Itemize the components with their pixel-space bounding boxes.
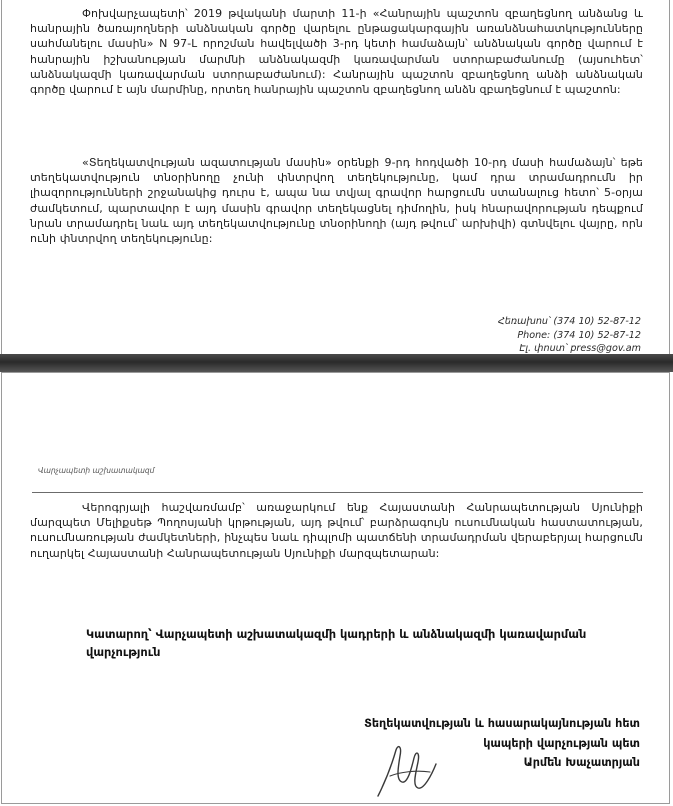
contact-phone-hy: Հեռախոս՝ (374 10) 52-87-12 (497, 316, 641, 327)
signatory-title-line-2: կապերի վարչության պետ (483, 736, 640, 750)
signatory-name: Արմեն Խաչատրյան (523, 756, 640, 770)
contact-block (498, 315, 641, 356)
contact-phone-en: Phone: (374 10) 52-87-12 (517, 329, 641, 341)
executor-line: Կատարող՝ Վարչապետի աշխատակազմի կադրերի և անձնակազմի կառավարման վարչություն (86, 627, 587, 659)
scan-page-gap (0, 354, 673, 372)
contact-email[interactable]: Էլ. փոստ՝ press@gov.am (519, 343, 641, 355)
paragraph-proposal: Վերոգրյալի հաշվառմամբ՝ առաջարկում ենք Հայաստանի Հանրապետության Սյունիքի մարզպետ Մելիքսեթ Պողոսյանի կրթության, այդ թվում՝ բարձրագույն ուսումնական հաստատության, ուսումնառության ժամկետների, ինչպես նաև դիպլոմի պատճենի տրամադրման վերաբերյալ հարցումն ուղարկել Հայաստանի Հանրապետության Սյունիքի մարզպետարան: (30, 501, 643, 560)
horizontal-divider (32, 492, 643, 493)
small-header-note: Վարչապետի աշխատակազմ (38, 466, 155, 475)
paragraph-freedom-of-information: «Տեղեկատվության ազատության մասին» օրենքի 9-րդ հոդվածի 10-րդ մասի համաձայն՝ եթե տեղեկատվություն տնօրինողը չունի փնտրվող տեղեկությունը, կամ դրա տրամադրումն իր լիազորությունների շրջանակից դուրս է, ապա նա տվյալ գրավոր հարցումն ստանալուց հետո՝ 5-օրյա ժամկետում, պարտավոր է այդ մասին գրավոր տեղեկացնել դիմողին, իսկ հնարավորության դեպքում նրան տրամադրել նաև այդ տեղեկատվությունը տնօրինողի (այդ թվում՝ արխիվի) գտնվելու վայրը, որն ունի փնտրվող տեղեկությունը: (30, 156, 643, 246)
signatory-title-line-1: Տեղեկատվության և հասարակայնության հետ (364, 717, 640, 730)
handwritten-signature-icon (372, 736, 444, 802)
paragraph-legal-basis: Փոխվարչապետի՝ 2019 թվականի մարտի 11-ի «Հանրային պաշտոն զբաղեցնող անձանց և հանրային ծառայողների անձնական գործը վարելու ընթացակարգային առանձնահատկությունները սահմանելու մասին» N 97-Լ որոշման հավելվածի 3-րդ կետի համաձայն՝ անձնական գործը վարում է հանրային իշխանության մարմնի անձնակազմի կառավարման ստորաբաժանումը (այսուհետ՝ անձնակազմի կառավարման ստորաբաժանում): Հանրային պաշտոն զբաղեցնող անձի անձնական գործը վարում է այն մարմինը, որտեղ հանրային պաշտոն զբաղեցնող անձն զբաղեցնում է պաշտոն: (30, 7, 643, 97)
